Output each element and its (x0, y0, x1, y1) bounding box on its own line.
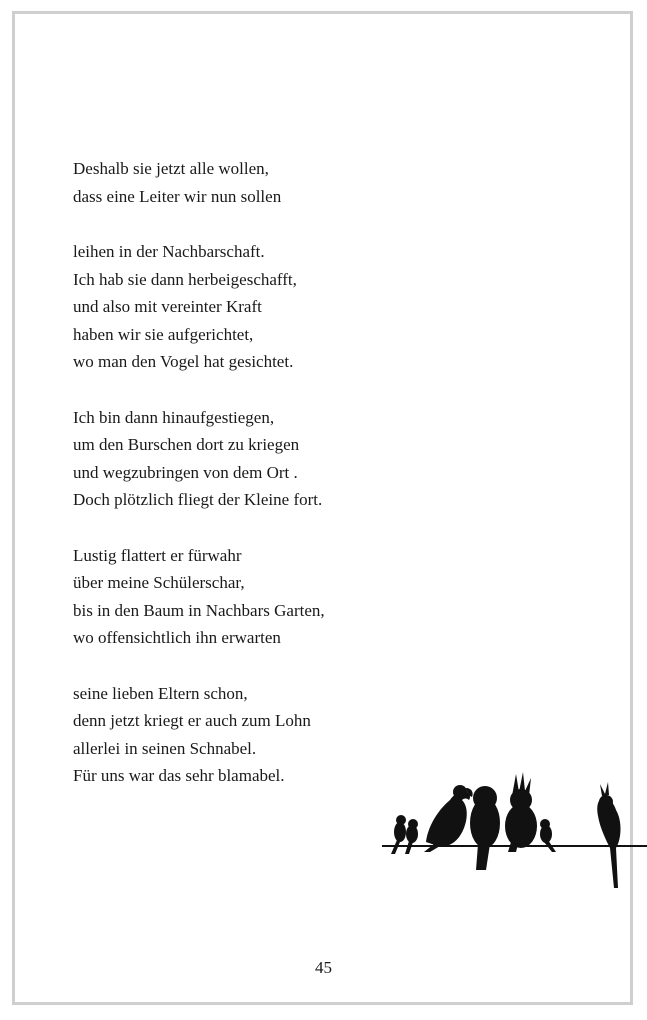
poem-line: leihen in der Nachbarschaft. (73, 242, 265, 261)
birds-on-wire-illustration (378, 770, 647, 895)
parrot-bird-icon (470, 786, 500, 870)
finch-bird-icon (405, 819, 418, 854)
parrot-bird-icon (424, 785, 473, 852)
poem-line: Für uns war das sehr blamabel. (73, 766, 285, 785)
poem-line: seine lieben Eltern schon, (73, 683, 248, 703)
stanza-3 (73, 404, 493, 514)
poem (73, 155, 493, 818)
poem-line: dass eine Leiter wir nun sollen (73, 186, 282, 206)
poem-line: Deshalb sie jetzt alle wollen, (73, 159, 269, 178)
finch-bird-icon (391, 815, 406, 854)
cockatiel-bird-icon (597, 782, 620, 888)
poem-line: Doch plötzlich fliegt der Kleine fort. (73, 490, 323, 509)
poem-line: Ich hab sie dann herbeigeschafft, (73, 269, 297, 289)
poem-line: bis in den Baum in Nachbars Garten, (73, 600, 325, 620)
poem-line: wo offensichtlich ihn erwarten (73, 628, 281, 647)
stanza-4 (73, 542, 493, 652)
poem-line: Ich bin dann hinaufgestiegen, (73, 407, 275, 427)
poem-line: wo man den Vogel hat gesichtet. (73, 352, 294, 371)
poem-line: über meine Schülerschar, (73, 573, 245, 592)
poem-line: und wegzubringen von dem Ort . (73, 462, 298, 482)
page-number: 45 (315, 958, 332, 977)
cockatoo-bird-icon (505, 772, 537, 852)
poem-line: und also mit vereinter Kraft (73, 297, 262, 316)
stanza-2 (73, 238, 493, 376)
poem-line: denn jetzt kriegt er auch zum Lohn (73, 711, 311, 730)
poem-line: allerlei in seinen Schnabel. (73, 738, 257, 758)
poem-line: Lustig flattert er fürwahr (73, 545, 242, 565)
poem-line: haben wir sie aufgerichtet, (73, 324, 254, 344)
small-bird-icon (540, 819, 556, 852)
stanza-1 (73, 155, 493, 210)
poem-line: um den Burschen dort zu kriegen (73, 435, 300, 454)
